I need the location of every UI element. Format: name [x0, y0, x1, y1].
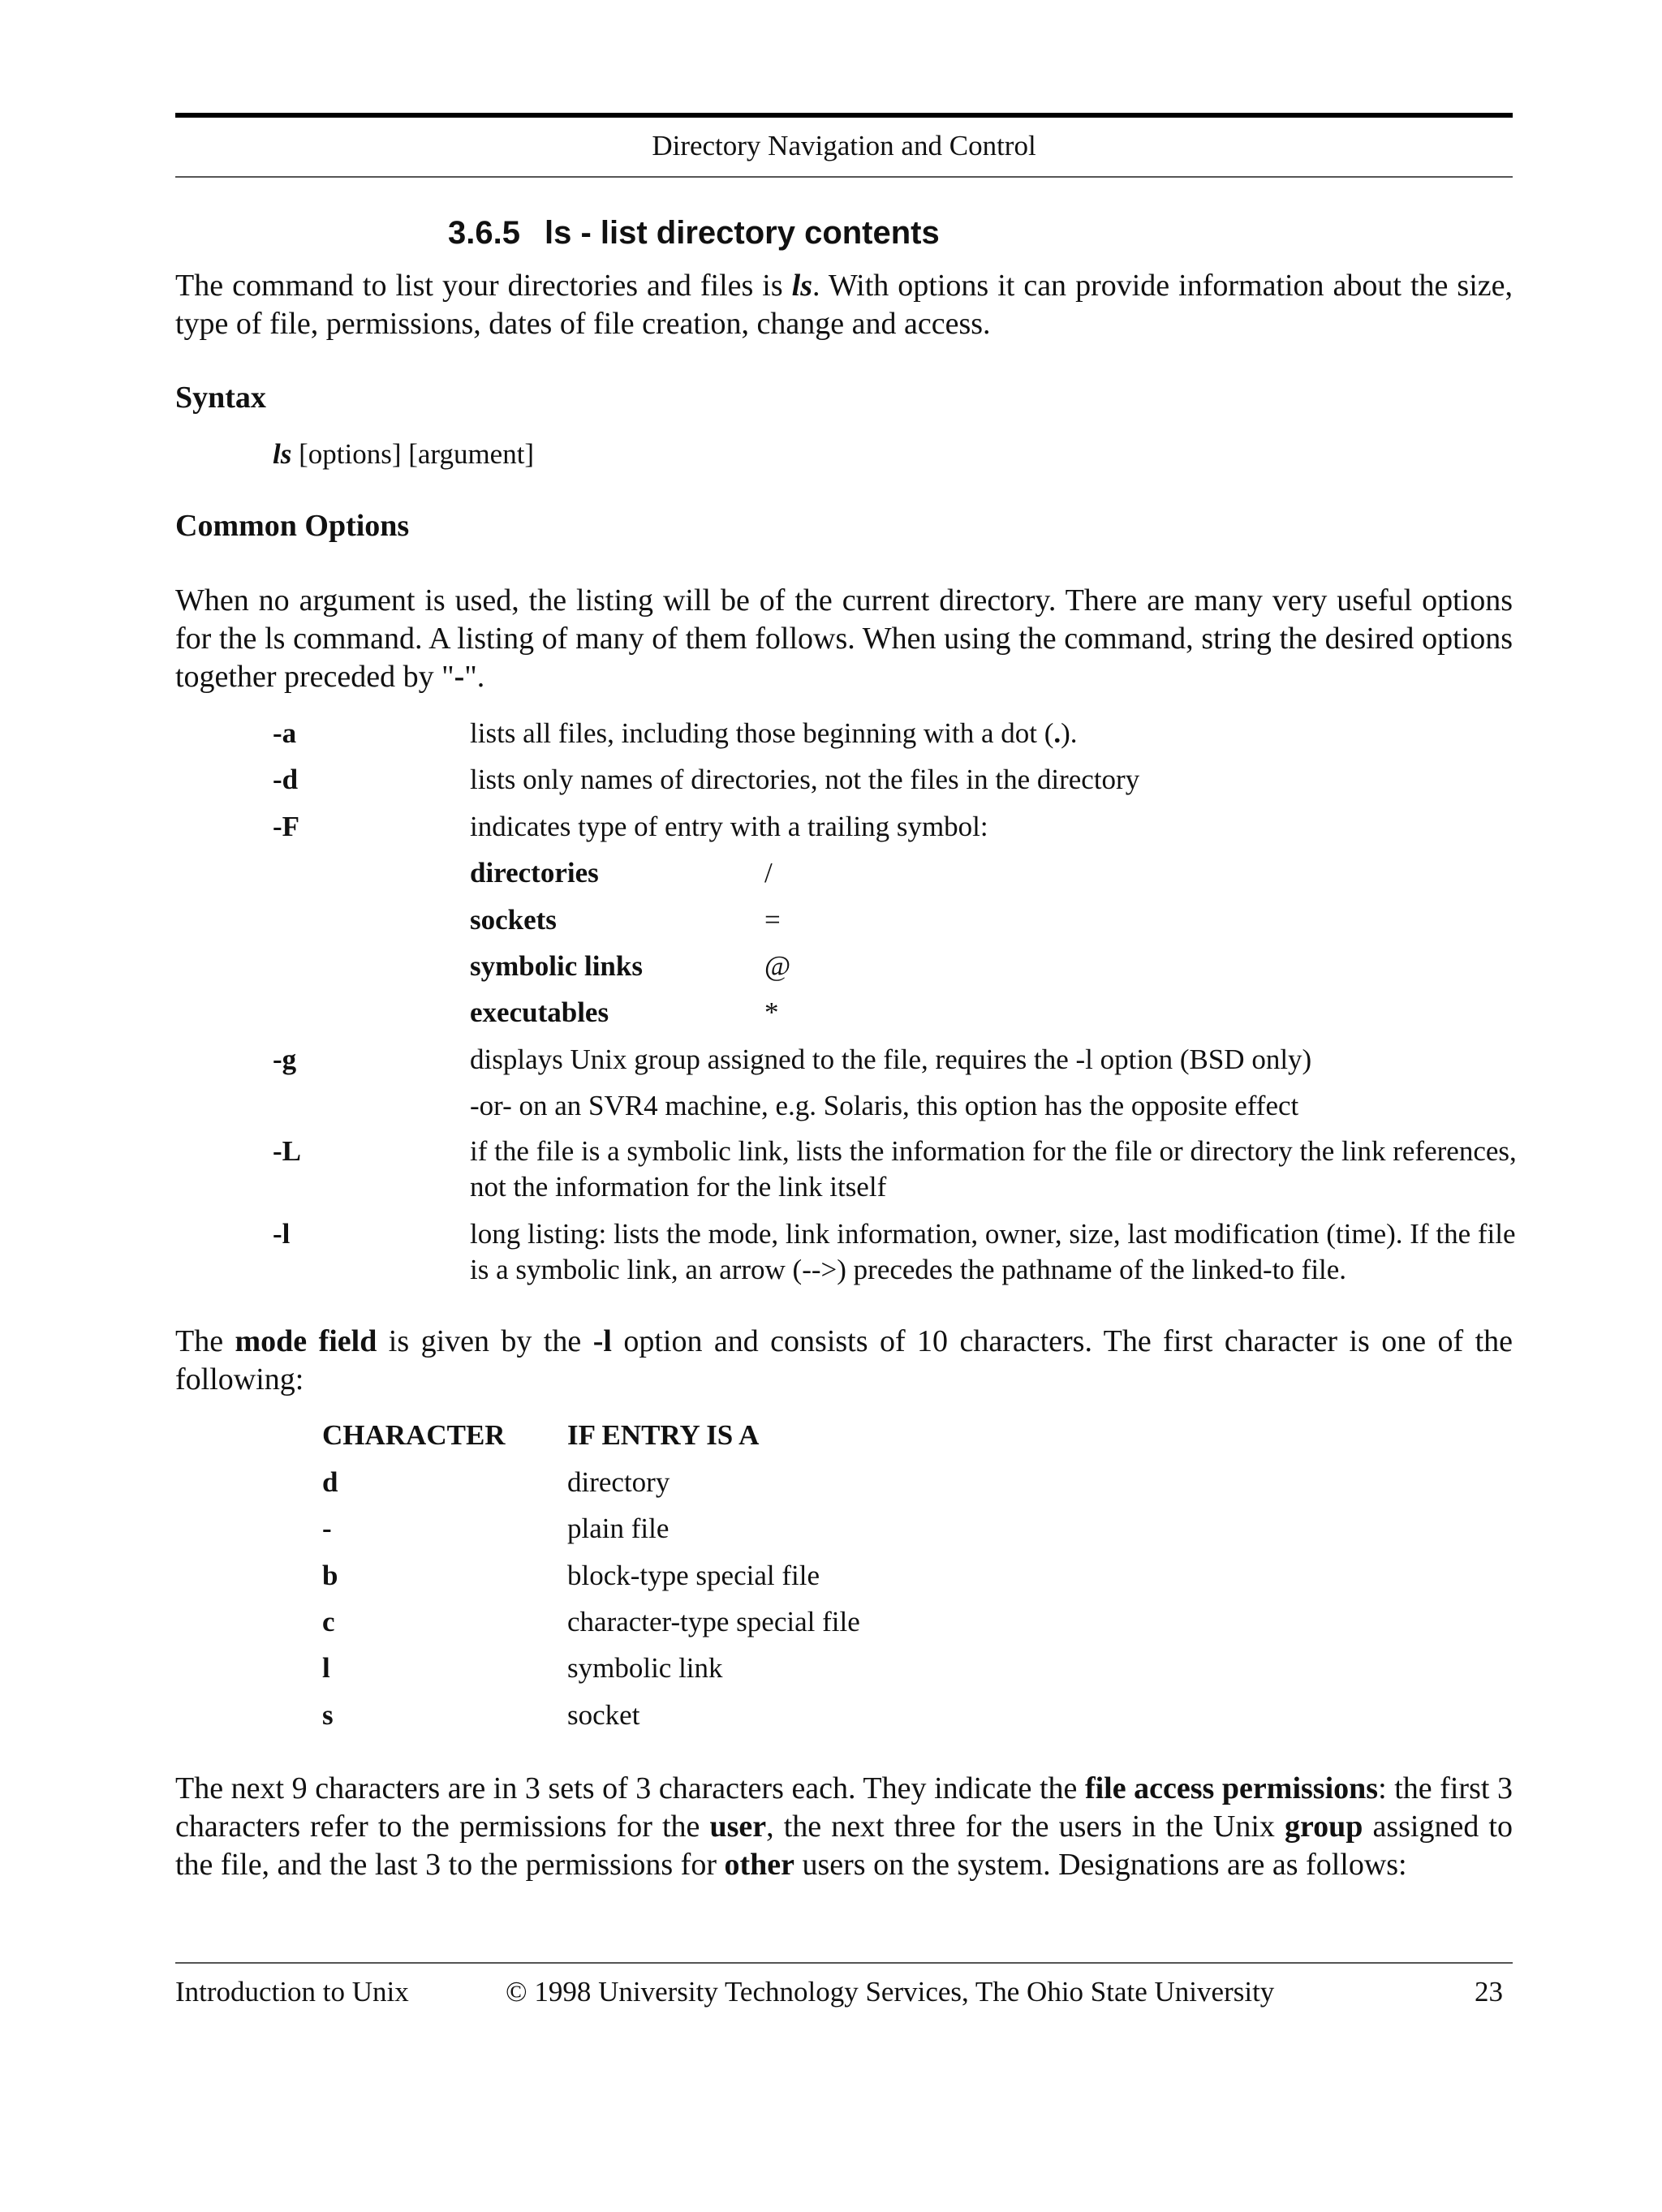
table-char: l [322, 1652, 330, 1684]
f-symbol: @ [764, 950, 791, 982]
option-flag: -l [273, 1218, 291, 1250]
perm-text-b: : the first 3 characters refer to the permissions for the [175, 1771, 1513, 1844]
options-dash: - [454, 660, 465, 694]
table-desc: directory [567, 1466, 670, 1498]
perm-text-bold2: user [709, 1810, 767, 1844]
table-desc: symbolic link [567, 1652, 723, 1684]
table-char: - [322, 1513, 332, 1544]
option-flag: -L [273, 1135, 301, 1167]
option-desc-a: lists all files, including those beginning with a dot ( [470, 717, 1054, 749]
option-desc-b: ). [1061, 717, 1078, 749]
mode-text-b: is given by the [377, 1324, 593, 1358]
mode-text-a: The [175, 1324, 235, 1358]
common-options-paragraph [175, 582, 1513, 696]
table-desc: block-type special file [567, 1560, 820, 1591]
intro-text-a: The command to list your directories and files is [175, 269, 792, 303]
mode-text-bold2: -l [592, 1324, 612, 1358]
syntax-line [273, 437, 534, 472]
table-desc: plain file [567, 1513, 670, 1544]
perm-text-bold4: other [724, 1848, 794, 1882]
option-desc-alt: -or- on an SVR4 machine, e.g. Solaris, this option has the opposite effect [470, 1090, 1299, 1121]
option-desc-dot: . [1053, 717, 1061, 749]
table-header: IF ENTRY IS A [567, 1419, 760, 1451]
f-symbol: / [764, 857, 773, 889]
header-rule-thick [175, 113, 1513, 118]
common-options-heading: Common Options [175, 509, 410, 543]
f-symbol-type: executables [470, 996, 609, 1028]
intro-text-b: . With options it can provide information about the size, type of file, permissions, dates of file creation, change and access. [175, 269, 1513, 341]
footer-rule [175, 1962, 1513, 1964]
footer-center: © 1998 University Technology Services, The Ohio State University [506, 1976, 1275, 2008]
permissions-paragraph [175, 1770, 1513, 1884]
f-symbol: = [764, 904, 781, 936]
option-flag: -d [273, 764, 299, 795]
syntax-args: [options] [argument] [291, 438, 535, 470]
f-symbol: * [764, 996, 779, 1028]
option-desc [470, 716, 1517, 751]
intro-paragraph [175, 267, 1513, 343]
option-flag: -a [273, 717, 297, 749]
running-header: Directory Navigation and Control [652, 130, 1036, 161]
mode-text-bold1: mode field [235, 1324, 377, 1358]
perm-text-c: , the next three for the users in the Unix [766, 1810, 1285, 1844]
options-text-a: When no argument is used, the listing will be of the current directory. There are many very useful options for the ls command. A listing of many of them follows. When using the command, string the desired options together preceded by " [175, 583, 1513, 694]
section-title-text: ls - list directory contents [544, 215, 940, 251]
table-desc: socket [567, 1699, 640, 1731]
option-flag: -g [273, 1044, 297, 1075]
f-symbol-type: symbolic links [470, 950, 643, 982]
option-desc: long listing: lists the mode, link information, owner, size, last modification (time). If the file is a symbolic link, an arrow (-->) precedes the pathname of the linked-to file. [470, 1218, 1516, 1285]
intro-command: ls [791, 269, 813, 303]
perm-text-bold3: group [1284, 1810, 1363, 1844]
syntax-command: ls [273, 438, 292, 470]
mode-field-paragraph [175, 1323, 1513, 1399]
footer-left: Introduction to Unix [175, 1976, 409, 2008]
perm-text-a: The next 9 characters are in 3 sets of 3 characters each. They indicate the [175, 1771, 1085, 1805]
table-char: d [322, 1466, 338, 1498]
perm-text-d: assigned to the file, and the last 3 to the permissions for [175, 1810, 1513, 1882]
option-flag: -F [273, 811, 300, 842]
section-title [448, 213, 940, 253]
option-desc: indicates type of entry with a trailing symbol: [470, 811, 988, 842]
header-rule-thin [175, 176, 1513, 178]
syntax-heading: Syntax [175, 381, 266, 415]
option-desc: displays Unix group assigned to the file, requires the -l option (BSD only) [470, 1044, 1312, 1075]
f-symbol-type: sockets [470, 904, 557, 936]
mode-text-c: option and consists of 10 characters. The first character is one of the following: [175, 1324, 1513, 1396]
table-char: s [322, 1699, 334, 1731]
f-symbol-type: directories [470, 857, 599, 889]
options-text-b: ". [464, 660, 485, 694]
page-number: 23 [1475, 1976, 1503, 2008]
table-header: CHARACTER [322, 1419, 506, 1451]
option-desc: lists only names of directories, not the files in the directory [470, 764, 1140, 795]
option-desc: if the file is a symbolic link, lists the information for the file or directory the link references, not the information for the link itself [470, 1135, 1517, 1203]
section-number: 3.6.5 [448, 215, 520, 251]
table-char: c [322, 1606, 335, 1637]
table-char: b [322, 1560, 338, 1591]
perm-text-bold1: file access permissions [1084, 1771, 1379, 1805]
table-desc: character-type special file [567, 1606, 860, 1637]
perm-text-e: users on the system. Designations are as follows: [794, 1848, 1407, 1882]
